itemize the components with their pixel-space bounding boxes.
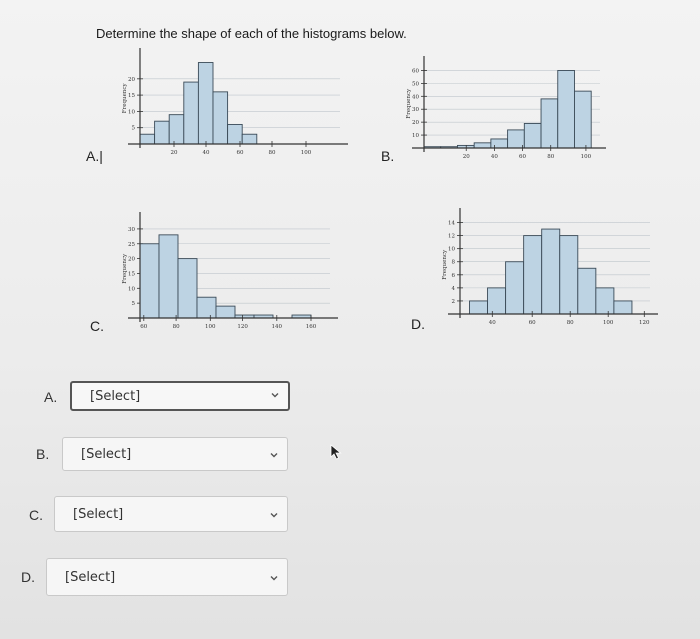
y-tick-label: 2 bbox=[451, 298, 455, 305]
x-tick-label: 100 bbox=[300, 150, 312, 156]
histogram-bar bbox=[213, 92, 228, 144]
y-tick-label: 10 bbox=[128, 109, 135, 116]
x-tick-label: 40 bbox=[202, 150, 210, 156]
y-axis-title: Frequency bbox=[442, 249, 448, 280]
answer-a-value: [Select] bbox=[90, 389, 141, 404]
histogram-bar bbox=[614, 301, 632, 314]
answer-d-value: [Select] bbox=[65, 570, 116, 585]
answer-c-letter: C. bbox=[29, 507, 43, 523]
x-tick-label: 80 bbox=[566, 320, 574, 326]
x-tick-label: 60 bbox=[140, 324, 148, 330]
y-axis-title: Frequency bbox=[406, 88, 412, 119]
answer-c-select[interactable] bbox=[54, 496, 288, 532]
histogram-bar bbox=[474, 143, 491, 148]
x-tick-label: 100 bbox=[580, 154, 592, 160]
histogram-bar bbox=[178, 259, 197, 318]
histogram-bar bbox=[524, 123, 541, 148]
answer-d-select[interactable] bbox=[46, 558, 288, 596]
histogram-b-label: B. bbox=[381, 148, 395, 164]
y-tick-label: 15 bbox=[128, 271, 135, 278]
histogram-bar bbox=[558, 70, 575, 148]
y-tick-label: 8 bbox=[451, 259, 455, 266]
histogram-bar bbox=[470, 301, 488, 314]
histogram-bar bbox=[506, 262, 524, 314]
x-tick-label: 20 bbox=[170, 150, 178, 156]
x-tick-label: 80 bbox=[547, 154, 555, 160]
y-tick-label: 5 bbox=[131, 301, 135, 308]
y-tick-label: 5 bbox=[131, 125, 135, 132]
histogram-bar bbox=[198, 63, 213, 144]
x-tick-label: 120 bbox=[639, 320, 650, 326]
answer-a-select[interactable] bbox=[70, 381, 290, 411]
y-axis-title: Frequency bbox=[122, 253, 128, 284]
histogram-bar bbox=[242, 134, 257, 144]
histogram-d-label: D. bbox=[411, 316, 425, 332]
histogram-c-label: C. bbox=[90, 318, 104, 334]
y-tick-label: 20 bbox=[128, 256, 135, 263]
y-tick-label: 30 bbox=[412, 107, 419, 114]
x-tick-label: 100 bbox=[205, 324, 216, 330]
chevron-down-icon bbox=[269, 450, 279, 460]
x-tick-label: 60 bbox=[528, 320, 536, 326]
x-tick-label: 20 bbox=[462, 154, 470, 160]
histogram-bar bbox=[169, 115, 184, 144]
histogram-bar bbox=[596, 288, 614, 314]
histogram-c bbox=[108, 212, 338, 336]
histogram-bar bbox=[159, 235, 178, 318]
answer-b-value: [Select] bbox=[81, 447, 132, 462]
chevron-down-icon bbox=[269, 510, 279, 520]
answer-a-letter: A. bbox=[44, 389, 58, 405]
y-tick-label: 50 bbox=[412, 81, 419, 88]
histogram-bar bbox=[216, 306, 235, 318]
y-tick-label: 12 bbox=[448, 233, 455, 240]
histogram-a-label: A.| bbox=[86, 148, 103, 164]
x-tick-label: 100 bbox=[602, 320, 614, 326]
y-tick-label: 14 bbox=[448, 220, 455, 227]
answer-d-letter: D. bbox=[21, 569, 35, 585]
y-axis-title: Frequency bbox=[122, 83, 128, 114]
y-tick-label: 4 bbox=[451, 285, 455, 292]
histogram-bar bbox=[578, 268, 596, 314]
question-instruction: Determine the shape of each of the histograms below. bbox=[96, 26, 407, 41]
y-tick-label: 20 bbox=[412, 120, 419, 127]
histogram-bar bbox=[524, 236, 542, 314]
histogram-bar bbox=[560, 236, 578, 314]
histogram-bar bbox=[197, 297, 216, 318]
x-tick-label: 40 bbox=[488, 320, 496, 326]
histogram-d bbox=[428, 208, 658, 332]
histogram-bar bbox=[541, 99, 558, 148]
y-tick-label: 15 bbox=[128, 93, 135, 100]
histogram-bar bbox=[140, 244, 159, 318]
histogram-b bbox=[396, 56, 606, 166]
histogram-a bbox=[108, 48, 348, 168]
y-tick-label: 25 bbox=[128, 241, 135, 248]
x-tick-label: 120 bbox=[237, 324, 248, 330]
chevron-down-icon bbox=[270, 390, 280, 400]
histogram-bar bbox=[140, 134, 155, 144]
histogram-bar bbox=[155, 121, 170, 144]
y-tick-label: 40 bbox=[412, 94, 419, 101]
histogram-bar bbox=[184, 82, 199, 144]
x-tick-label: 80 bbox=[172, 324, 180, 330]
histogram-bar bbox=[574, 91, 591, 148]
x-tick-label: 60 bbox=[519, 154, 527, 160]
histogram-bar bbox=[508, 130, 525, 148]
y-tick-label: 10 bbox=[412, 133, 419, 140]
answer-b-letter: B. bbox=[36, 446, 50, 462]
histogram-bar bbox=[542, 229, 560, 314]
y-tick-label: 30 bbox=[128, 226, 135, 233]
x-tick-label: 40 bbox=[490, 154, 498, 160]
histogram-bar bbox=[488, 288, 506, 314]
y-tick-label: 6 bbox=[451, 272, 455, 279]
x-tick-label: 80 bbox=[268, 150, 276, 156]
histogram-bar bbox=[491, 139, 508, 148]
x-tick-label: 140 bbox=[271, 324, 283, 330]
mouse-cursor-icon bbox=[330, 444, 342, 460]
y-tick-label: 10 bbox=[448, 246, 455, 253]
y-tick-label: 60 bbox=[412, 68, 419, 75]
answer-c-value: [Select] bbox=[73, 507, 124, 522]
y-tick-label: 10 bbox=[128, 286, 135, 293]
x-tick-label: 60 bbox=[236, 150, 244, 156]
answer-b-select[interactable] bbox=[62, 437, 288, 471]
y-tick-label: 20 bbox=[128, 76, 135, 83]
x-tick-label: 160 bbox=[305, 324, 317, 330]
chevron-down-icon bbox=[269, 573, 279, 583]
